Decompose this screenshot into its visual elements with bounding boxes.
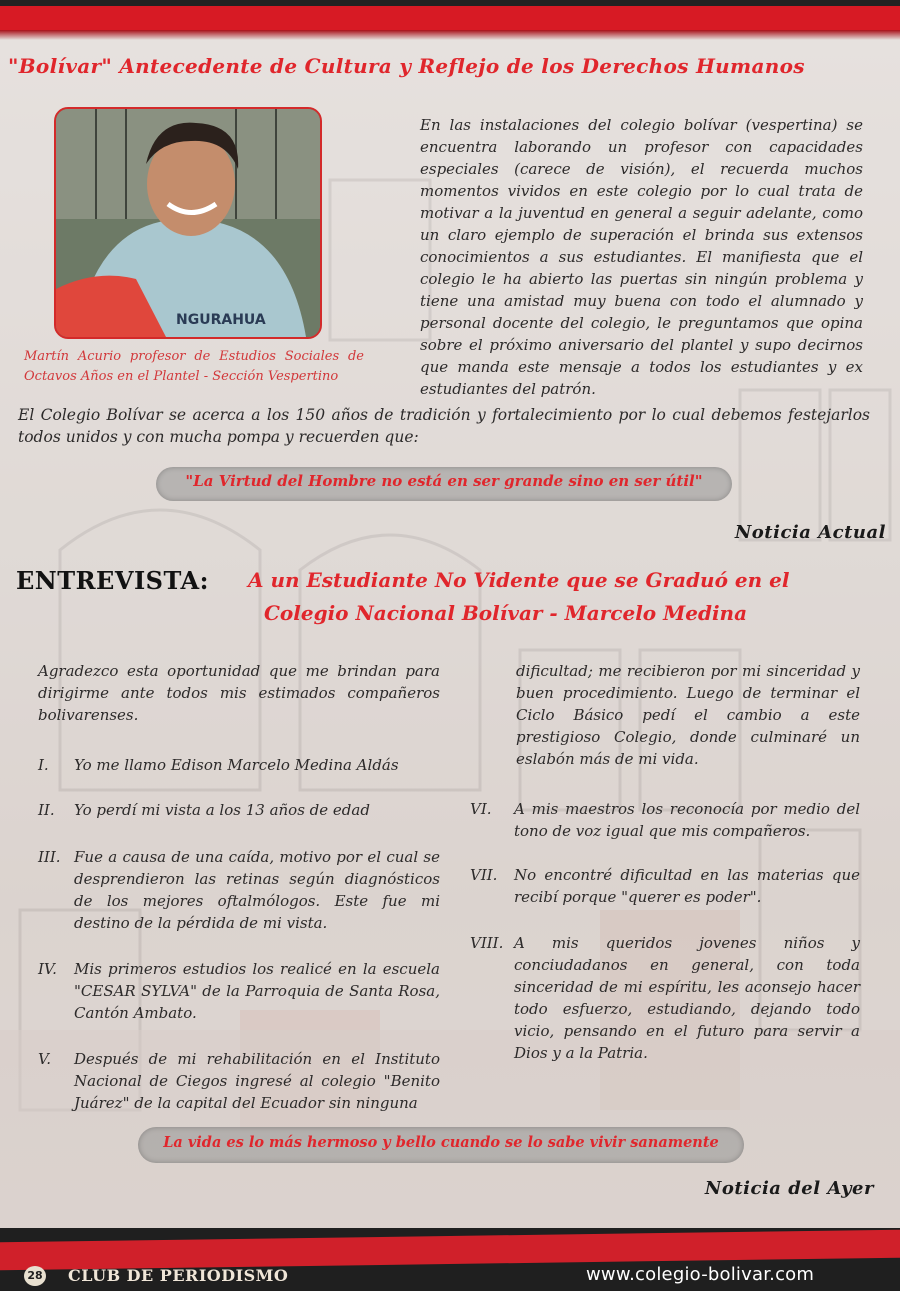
list-item bbox=[470, 864, 860, 908]
item-text: No encontré dificultad en las materias que recibí porque "querer es poder". bbox=[514, 866, 860, 906]
list-item bbox=[38, 754, 440, 776]
list-item bbox=[470, 932, 860, 1064]
list-item bbox=[38, 846, 440, 934]
article-headline: "Bolívar" Antecedente de Cultura y Reflejo de los Derechos Humanos bbox=[8, 54, 805, 78]
interview-intro: Agradezco esta oportunidad que me brindan para dirigirme ante todos mis estimados compañeros bolivarenses. bbox=[38, 662, 440, 724]
item-text: Yo perdí mi vista a los 13 años de edad bbox=[74, 801, 370, 819]
list-item bbox=[38, 1048, 440, 1114]
item-number: V. bbox=[38, 1050, 51, 1068]
interview-label: ENTREVISTA: bbox=[16, 566, 210, 595]
article-intro: En las instalaciones del colegio bolívar (vespertina) se encuentra laborando un profesor con capacidades especiales (carece de visión), el recuerda muchos momentos vividos en este colegio por lo cual trata de motivar a la juventud en general a seguir adelante, como un claro ejemplo de superación el brinda sus extensos conocimientos a sus estudiantes. El manifiesta que el colegio le ha abierto las puertas sin ningún problema y tiene una amistad muy buena con todo el alumnado y personal docente del colegio, le preguntamos que opina sobre el próximo aniversario del plantel y supo decirnos que manda este mensaje a todos los estudiantes y ex estudiantes del patrón. bbox=[420, 116, 863, 398]
item-text: A mis queridos jovenes niños y conciudadanos en general, con toda sinceridad de mi espíritu, les aconsejo hacer todo esfuerzo, estudiando, dejando todo vicio, pensando en el futuro para servir a Dios y a la Patria. bbox=[514, 934, 860, 1062]
website-url: www.colegio-bolivar.com bbox=[586, 1264, 815, 1285]
page-number: 28 bbox=[24, 1266, 46, 1286]
interview-title-line2: Colegio Nacional Bolívar - Marcelo Medina bbox=[264, 601, 748, 625]
section-label-ayer: Noticia del Ayer bbox=[704, 1178, 874, 1199]
teacher-photo-illustration bbox=[56, 109, 320, 337]
item-number: VI. bbox=[470, 800, 492, 818]
section-label-actual: Noticia Actual bbox=[734, 522, 886, 543]
item-number: VII. bbox=[470, 866, 498, 884]
item-text: Después de mi rehabilitación en el Instituto Nacional de Ciegos ingresé al colegio "Benito Juárez" de la capital del Ecuador sin ninguna bbox=[74, 1050, 440, 1112]
list-item bbox=[38, 799, 440, 821]
list-item bbox=[470, 798, 860, 842]
list-item bbox=[38, 958, 440, 1024]
teacher-photo bbox=[54, 107, 322, 339]
shirt-text: NGURAHUA bbox=[176, 312, 266, 328]
quote-text: La vida es lo más hermoso y bello cuando se lo sabe vivir sanamente bbox=[163, 1134, 719, 1151]
top-red-bar bbox=[0, 0, 900, 30]
item-text: A mis maestros los reconocía por medio del tono de voz igual que mis compañeros. bbox=[514, 800, 860, 840]
article-paragraph: El Colegio Bolívar se acerca a los 150 años de tradición y fortalecimiento por lo cual debemos festejarlos todos unidos y con mucha pompa y recuerden que: bbox=[18, 406, 870, 446]
item-text: Yo me llamo Edison Marcelo Medina Aldás bbox=[74, 756, 399, 774]
item-text: Mis primeros estudios los realicé en la escuela "CESAR SYLVA" de la Parroquia de Santa Rosa, Cantón Ambato. bbox=[74, 960, 440, 1022]
interview-continuation: dificultad; me recibieron por mi sinceridad y buen procedimiento. Luego de terminar el Ciclo Básico pedí el cambio a este prestigioso Colegio, donde culminaré un eslabón más de mi vida. bbox=[516, 662, 860, 768]
item-number: III. bbox=[38, 848, 61, 866]
photo-caption: Martín Acurio profesor de Estudios Sociales de Octavos Años en el Plantel - Sección Vespertino bbox=[24, 349, 364, 384]
item-number: II. bbox=[38, 801, 55, 819]
item-text: Fue a causa de una caída, motivo por el cual se desprendieron las retinas según diagnósticos de los mejores oftalmólogos. Este fue mi destino de la pérdida de mi vista. bbox=[74, 848, 440, 932]
top-bar-shadow bbox=[0, 30, 900, 40]
item-number: IV. bbox=[38, 960, 57, 978]
item-number: VIII. bbox=[470, 934, 504, 952]
interview-title-line1: A un Estudiante No Vidente que se Graduó en el bbox=[248, 568, 790, 592]
club-name: CLUB DE PERIODISMO bbox=[68, 1266, 289, 1285]
item-number: I. bbox=[38, 756, 49, 774]
quote-text: "La Virtud del Hombre no está en ser grande sino en ser útil" bbox=[185, 472, 703, 490]
